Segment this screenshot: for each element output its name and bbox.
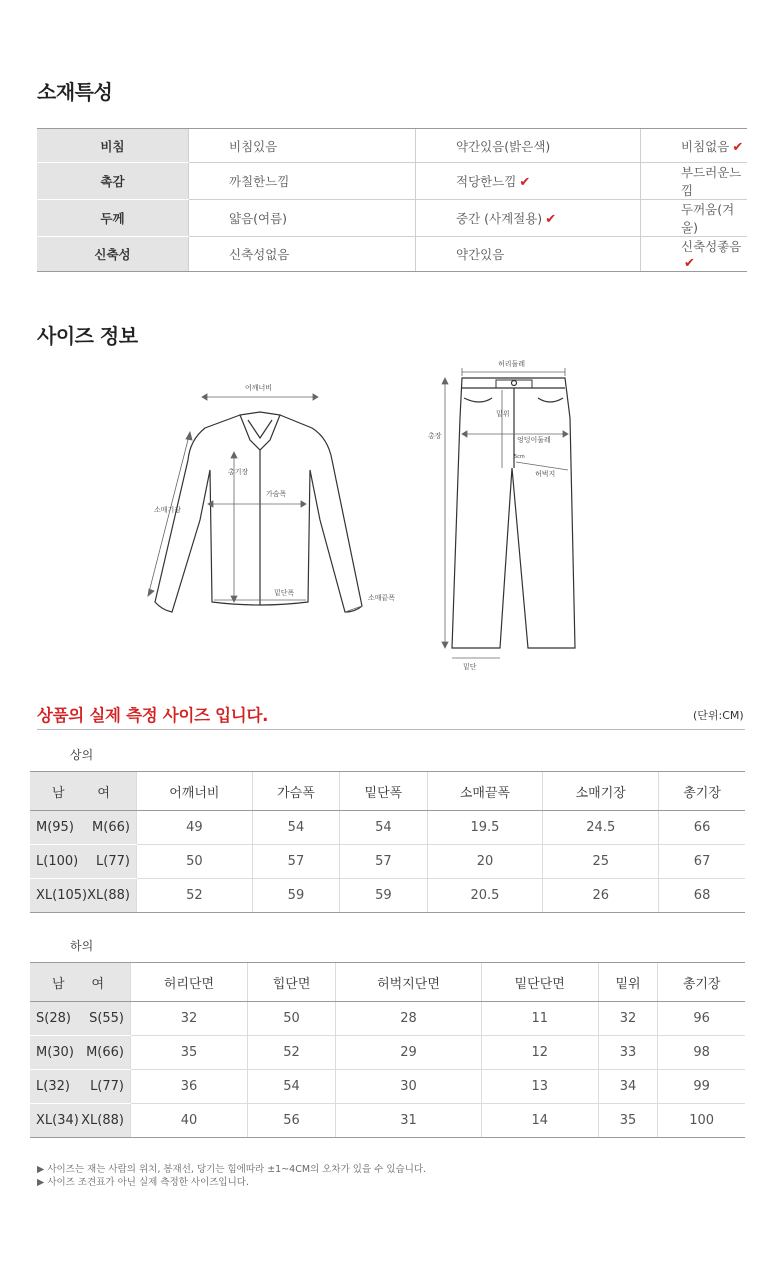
material-option-text: 비침있음: [229, 138, 278, 154]
table-cell: 35: [598, 1104, 658, 1138]
table-cell: 59: [340, 879, 427, 913]
material-option: [416, 163, 641, 200]
size-label-cell: [30, 845, 136, 879]
size-female: XL(88): [87, 888, 130, 903]
column-header: 총기장: [658, 963, 745, 1002]
table-cell: 32: [131, 1002, 248, 1036]
bottom-title: 하의: [70, 939, 94, 953]
sex-female-label: 여: [91, 976, 104, 992]
material-row-label: 두께: [37, 200, 189, 237]
size-label-cell: [30, 1104, 131, 1138]
sex-male-label: 남: [52, 785, 65, 801]
material-option: [189, 200, 416, 237]
size-male: L(100): [36, 854, 79, 869]
unit-label: (단위:CM): [693, 709, 744, 722]
pants-label-rise: 밑위: [496, 410, 510, 418]
measure-divider: [37, 729, 745, 730]
material-option-text: 신축성없음: [229, 247, 290, 262]
material-option-text: 두꺼움(겨울): [681, 202, 735, 235]
size-male: M(95): [36, 820, 74, 835]
sex-header: [30, 772, 136, 811]
table-cell: 11: [481, 1002, 598, 1036]
material-option-text: 비침없음: [681, 138, 730, 154]
table-row: [30, 1070, 745, 1104]
table-cell: 24.5: [543, 811, 659, 845]
table-cell: 25: [543, 845, 659, 879]
material-row: [37, 200, 747, 237]
material-option-text: 부드러운느낌: [681, 165, 742, 198]
material-option: [641, 129, 748, 163]
column-header: 밑단폭: [340, 772, 427, 811]
table-cell: 31: [336, 1104, 482, 1138]
size-male: S(28): [36, 1011, 71, 1026]
size-female: L(77): [96, 854, 130, 869]
material-option-text: 약간있음(밝은색): [456, 138, 551, 154]
size-label-cell: [30, 1070, 131, 1104]
material-option: [641, 163, 748, 200]
column-header: 힙단면: [247, 963, 335, 1002]
note-2: ▶ 사이즈 조견표가 아닌 실제 측정한 사이즈입니다.: [37, 1177, 249, 1188]
material-option-text: 약간있음: [456, 247, 505, 262]
size-female: L(77): [90, 1079, 124, 1094]
table-cell: 52: [247, 1036, 335, 1070]
table-cell: 50: [136, 845, 252, 879]
column-header: 밑단단면: [481, 963, 598, 1002]
column-header: 밑위: [598, 963, 658, 1002]
material-option: [189, 237, 416, 272]
table-cell: 98: [658, 1036, 745, 1070]
table-cell: 29: [336, 1036, 482, 1070]
sex-header: [30, 963, 131, 1002]
table-row: [30, 845, 745, 879]
material-option: [641, 200, 748, 237]
table-cell: 13: [481, 1070, 598, 1104]
material-title: 소재특성: [37, 80, 113, 104]
table-cell: 19.5: [427, 811, 543, 845]
column-header: 어깨너비: [136, 772, 252, 811]
column-header: 소매기장: [543, 772, 659, 811]
check-icon: ✔: [684, 256, 695, 271]
column-header: 소매끝폭: [427, 772, 543, 811]
size-info-title: 사이즈 정보: [37, 324, 138, 348]
shirt-label-shoulder: 어깨너비: [245, 384, 273, 392]
table-cell: 57: [252, 845, 339, 879]
material-row-label: 신축성: [37, 237, 189, 272]
table-row: [30, 1036, 745, 1070]
column-header: 가슴폭: [252, 772, 339, 811]
table-cell: 99: [658, 1070, 745, 1104]
material-row: [37, 163, 747, 200]
size-label-cell: [30, 811, 136, 845]
material-option-text: 신축성좋음: [681, 239, 742, 254]
material-option-text: 중간 (사계절용): [456, 211, 543, 226]
size-female: S(55): [89, 1011, 124, 1026]
table-row: [30, 1104, 745, 1138]
material-option-text: 얇음(여름): [229, 211, 288, 226]
material-row-label: 촉감: [37, 163, 189, 200]
table-cell: 49: [136, 811, 252, 845]
column-header: 허벅지단면: [336, 963, 482, 1002]
column-header: 총기장: [659, 772, 745, 811]
top-size-table: [30, 771, 745, 913]
top-header-row: [30, 772, 745, 811]
table-cell: 30: [336, 1070, 482, 1104]
table-cell: 54: [252, 811, 339, 845]
table-cell: 26: [543, 879, 659, 913]
table-cell: 59: [252, 879, 339, 913]
size-male: M(30): [36, 1045, 74, 1060]
pants-label-small: 5cm: [514, 454, 525, 460]
size-female: M(66): [86, 1045, 124, 1060]
material-option: [416, 129, 641, 163]
column-header: 허리단면: [131, 963, 248, 1002]
table-cell: 33: [598, 1036, 658, 1070]
table-cell: 32: [598, 1002, 658, 1036]
shirt-label-total: 총기장: [228, 468, 249, 476]
material-row: [37, 237, 747, 272]
table-cell: 20.5: [427, 879, 543, 913]
material-table: [37, 128, 747, 272]
bottom-size-table: [30, 962, 745, 1138]
shirt-label-sleeve: 소매기장: [154, 506, 182, 514]
sex-female-label: 여: [97, 785, 110, 801]
table-cell: 54: [340, 811, 427, 845]
table-cell: 34: [598, 1070, 658, 1104]
table-cell: 68: [659, 879, 745, 913]
bottom-header-row: [30, 963, 745, 1002]
note-1: ▶ 사이즈는 재는 사람의 위치, 봉재선, 당기는 힘에따라 ±1~4CM의 오차가 있을 수 있습니다.: [37, 1164, 427, 1175]
size-label-cell: [30, 1002, 131, 1036]
table-cell: 12: [481, 1036, 598, 1070]
table-cell: 50: [247, 1002, 335, 1036]
table-cell: 20: [427, 845, 543, 879]
material-row-label: 비침: [37, 129, 189, 163]
size-male: L(32): [36, 1079, 70, 1094]
table-cell: 96: [658, 1002, 745, 1036]
material-row: [37, 129, 747, 163]
table-cell: 56: [247, 1104, 335, 1138]
size-male: XL(34): [36, 1113, 79, 1128]
pants-label-hip: 엉덩이둘레: [517, 436, 551, 444]
size-female: M(66): [92, 820, 130, 835]
table-row: [30, 811, 745, 845]
material-option-text: 까칠한느낌: [229, 174, 290, 189]
material-option: [416, 200, 641, 237]
table-cell: 67: [659, 845, 745, 879]
check-icon: ✔: [545, 212, 557, 227]
table-row: [30, 879, 745, 913]
check-icon: ✔: [519, 175, 531, 190]
shirt-label-hem: 밑단폭: [274, 589, 295, 597]
table-cell: 36: [131, 1070, 248, 1104]
sex-male-label: 남: [52, 976, 65, 992]
material-option: [189, 129, 416, 163]
material-option: [416, 237, 641, 272]
size-male: XL(105): [36, 888, 88, 903]
size-label-cell: [30, 1036, 131, 1070]
pants-label-thigh: 허벅지: [535, 470, 556, 478]
size-label-cell: [30, 879, 136, 913]
material-option-text: 적당한느낌: [456, 174, 517, 189]
pants-label-hem: 밑단: [463, 663, 477, 671]
size-female: XL(88): [81, 1113, 124, 1128]
pants-diagram: [420, 358, 600, 678]
shirt-label-cuff: 소매끝폭: [368, 594, 396, 602]
table-cell: 57: [340, 845, 427, 879]
top-title: 상의: [70, 748, 94, 762]
pants-label-total: 총장: [428, 432, 442, 440]
table-cell: 66: [659, 811, 745, 845]
table-cell: 35: [131, 1036, 248, 1070]
table-cell: 100: [658, 1104, 745, 1138]
table-row: [30, 1002, 745, 1036]
shirt-diagram: [140, 370, 420, 660]
check-icon: ✔: [732, 139, 744, 155]
shirt-label-chest: 가슴폭: [266, 490, 287, 498]
table-cell: 28: [336, 1002, 482, 1036]
table-cell: 52: [136, 879, 252, 913]
measure-title: 상품의 실제 측정 사이즈 입니다.: [37, 706, 269, 725]
table-cell: 54: [247, 1070, 335, 1104]
table-cell: 40: [131, 1104, 248, 1138]
table-cell: 14: [481, 1104, 598, 1138]
pants-label-waist: 허리둘레: [498, 360, 526, 368]
material-option: [641, 237, 748, 272]
material-option: [189, 163, 416, 200]
